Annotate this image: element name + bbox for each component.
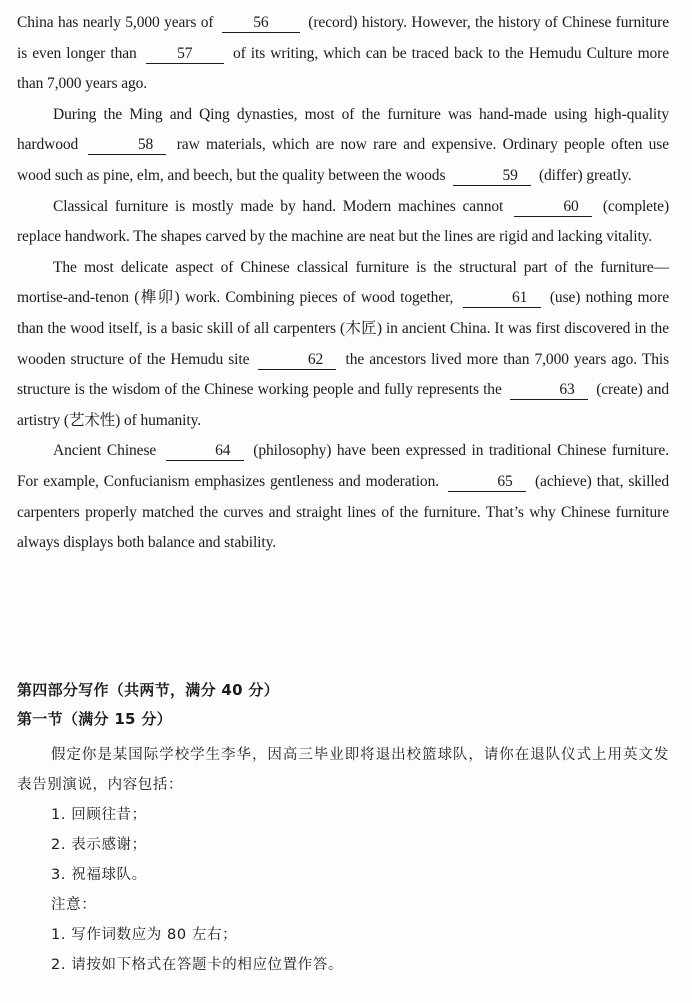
passage-text: raw materials, which are now rare and expensive. Ordinary people often use wood such as pine, elm, and beech, but the quality between the woods bbox=[17, 136, 669, 184]
passage-paragraph-1 bbox=[17, 8, 669, 100]
passage-text: (use) nothing more than the wood itself, is a basic skill of all carpenters (木匠) in ancient China. It was first discovered in the wooden structure of the Hemudu site bbox=[17, 289, 670, 368]
blank-59: 59 bbox=[453, 167, 531, 186]
passage-text: (complete) replace handwork. The shapes carved by the machine are neat but the lines are rigid and lacking vitality. bbox=[17, 197, 670, 246]
passage-text: The most delicate aspect of Chinese classical furniture is the structural part of the furniture—mortise-and-tenon (榫卯) work. Combining pieces of wood together, bbox=[17, 258, 669, 307]
blank-62: 62 bbox=[258, 351, 336, 370]
passage-paragraph-4 bbox=[17, 253, 669, 437]
passage-text: (achieve) that, skilled carpenters properly matched the curves and straight lines of the furniture. That’s why Chinese furniture always displays both balance and stability. bbox=[17, 472, 669, 552]
passage-text: (philosophy) have been expressed in traditional Chinese furniture. For example, Confucianism emphasizes gentleness and moderation. bbox=[17, 442, 669, 490]
blank-58: 58 bbox=[88, 136, 166, 155]
passage-text: of its writing, which can be traced back to the Hemudu Culture more than 7,000 years ago. bbox=[17, 44, 670, 93]
content-list bbox=[17, 800, 669, 980]
passage-text: the ancestors lived more than 7,000 years ago. This structure is the wisdom of the Chinese working people and fully represents the bbox=[17, 350, 670, 399]
writing-section bbox=[17, 676, 669, 980]
blank-61: 61 bbox=[463, 289, 541, 308]
content-item: 1. 回顾往昔； bbox=[51, 807, 147, 823]
blank-60: 60 bbox=[514, 198, 592, 217]
part-title: 第四部分写作（共两节，满分 40 分） bbox=[17, 681, 280, 699]
notes-label: 注意： bbox=[51, 897, 97, 913]
blank-65: 65 bbox=[448, 473, 526, 492]
passage-paragraph-3 bbox=[17, 192, 669, 253]
passage-text: Classical furniture is mostly made by hand. Modern machines cannot bbox=[53, 197, 504, 215]
note-item: 2. 请按如下格式在答题卡的相应位置作答。 bbox=[51, 957, 344, 973]
blank-63: 63 bbox=[510, 381, 588, 400]
blank-57: 57 bbox=[146, 45, 224, 64]
passage-text: During the Ming and Qing dynasties, most of the furniture was hand-made using high-quality hardwood bbox=[17, 105, 669, 154]
blank-56: 56 bbox=[222, 14, 300, 33]
passage-text: (record) history. However, the history of Chinese furniture is even longer than bbox=[17, 14, 670, 62]
passage-text: Ancient Chinese bbox=[53, 442, 157, 460]
note-item: 1. 写作词数应为 80 左右； bbox=[51, 927, 238, 943]
section-title: 第一节（满分 15 分） bbox=[17, 710, 172, 728]
passage-text: (create) and artistry (艺术性) of humanity. bbox=[17, 381, 669, 429]
passage-text: China has nearly 5,000 years of bbox=[17, 14, 214, 31]
writing-prompt: 假定你是某国际学校学生李华，因高三毕业即将退出校篮球队，请你在退队仪式上用英文发表告别演说，内容包括： bbox=[17, 747, 669, 793]
content-item: 2. 表示感谢； bbox=[51, 837, 147, 853]
blank-64: 64 bbox=[166, 442, 244, 461]
passage-paragraph-2 bbox=[17, 100, 669, 192]
passage-text: (differ) greatly. bbox=[538, 166, 632, 184]
content-item: 3. 祝福球队。 bbox=[51, 867, 147, 883]
passage-paragraph-5 bbox=[17, 436, 669, 558]
grammar-fill-passage bbox=[17, 8, 669, 559]
